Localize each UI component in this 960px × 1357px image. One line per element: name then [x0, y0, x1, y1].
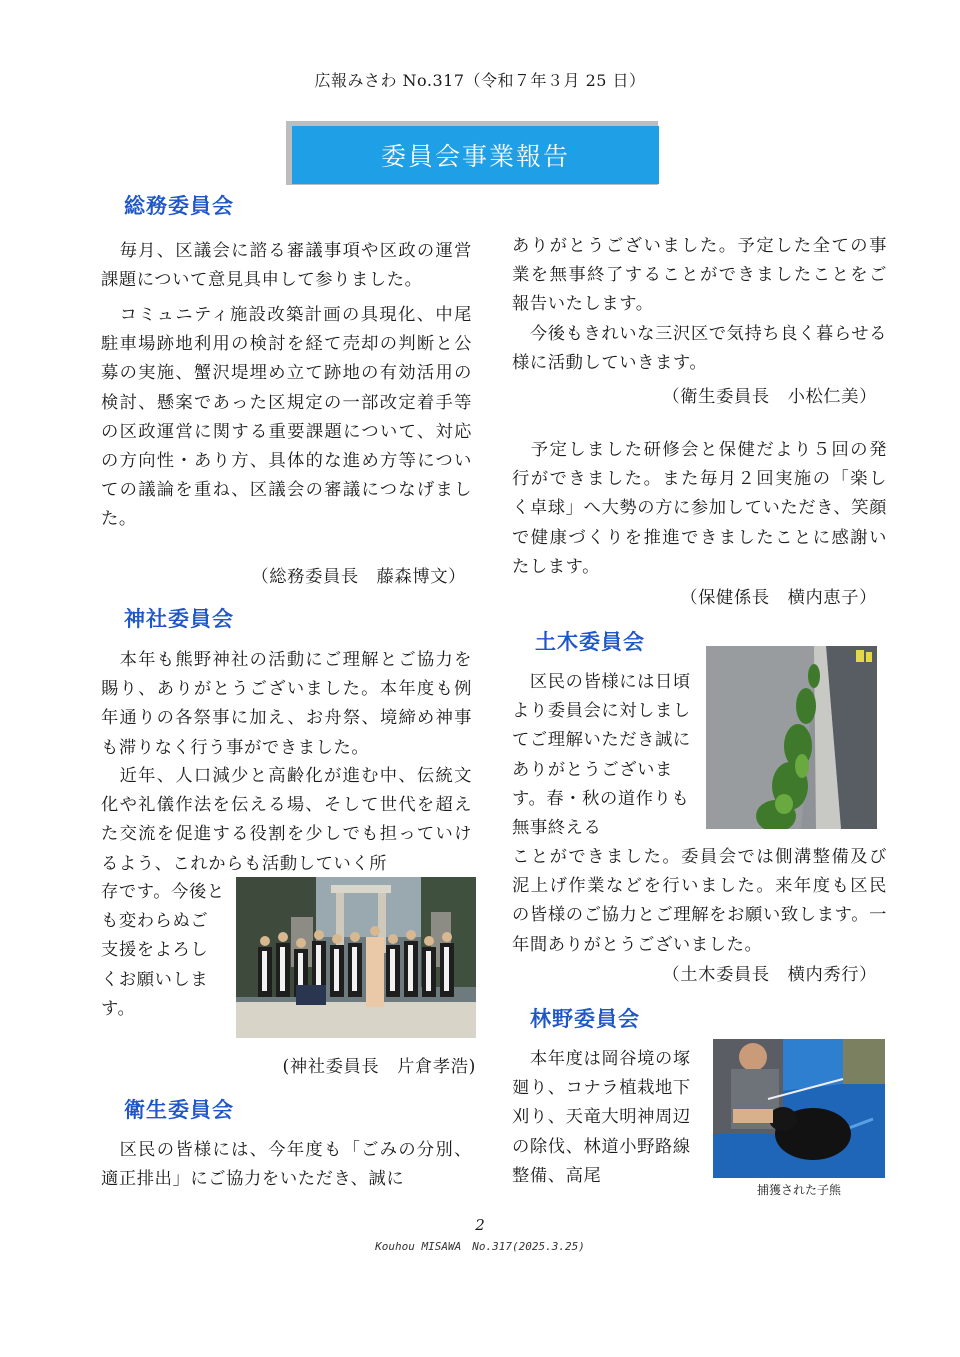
jinja-paragraph-3: 存です。今後とも変わらぬご支援をよろしくお願いします。: [101, 882, 225, 1019]
ditch-photo-image: [706, 646, 877, 829]
bear-cub-photo: [713, 1039, 885, 1178]
heading-rinya: 林野委員会: [530, 1007, 640, 1031]
jinja-signature: (神社委員長 片倉孝浩): [282, 1057, 476, 1077]
bear-photo-image: [713, 1039, 885, 1178]
eisei-paragraph-2: ありがとうございました。予定した全ての事業を無事終了することができましたことをご報告いたします。: [512, 236, 887, 315]
rinya-paragraph-1: 本年度は岡谷境の塚廻り、コナラ植栽地下刈り、天竜大明神周辺の除伐、林道小野路線整備、高尾: [512, 1049, 691, 1186]
shrine-group-photo: [236, 877, 476, 1038]
doboku-signature: （土木委員長 横内秀行）: [662, 965, 877, 985]
soumu-paragraph-1: 毎月、区議会に諮る審議事項や区政の運営課題について意見具申して参りました。: [101, 241, 472, 291]
heading-doboku: 土木委員会: [535, 630, 645, 654]
heading-jinja: 神社委員会: [124, 607, 234, 631]
jinja-paragraph-1: 本年も熊野神社の活動にご理解とご協力を賜り、ありがとうございました。本年度も例年通りの各祭事に加え、お舟祭、境締め神事も滞りなく行う事ができました。: [101, 650, 472, 758]
eisei-paragraph-1: 区民の皆様には、今年度も「ごみの分別、適正排出」にご協力をいただき、誠に: [101, 1140, 472, 1190]
eisei-paragraph-3: 今後もきれいな三沢区で気持ち良く暮らせる様に活動していきます。: [512, 324, 887, 374]
ditch-work-photo: [706, 646, 877, 829]
doboku-paragraph-1: 区民の皆様には日頃より委員会に対しましてご理解いただき誠にありがとうございます。春・秋の道作りも無事終える: [512, 672, 691, 839]
jinja-paragraph-2: 近年、人口減少と高齢化が進む中、伝統文化や礼儀作法を伝える場、そして世代を超えた交流を促進する役割を少しでも担っていけるよう、これからも活動していく所: [101, 766, 472, 874]
doboku-paragraph-2: ことができました。委員会では側溝整備及び泥上げ作業などを行いました。来年度も区民の皆様のご協力とご理解をお願い致します。一年間ありがとうございました。: [512, 847, 887, 955]
heading-soumu: 総務委員会: [124, 194, 234, 218]
heading-eisei: 衛生委員会: [124, 1098, 234, 1122]
eisei-signature: （衛生委員長 小松仁美）: [662, 387, 877, 407]
footer-line: Kouhou MISAWA No.317(2025.3.25): [375, 1240, 585, 1253]
hoken-signature: （保健係長 横内恵子）: [680, 588, 877, 608]
soumu-paragraph-2: コミュニティ施設改築計画の具現化、中尾駐車場跡地利用の検討を経て売却の判断と公募の実施、蟹沢堤埋め立て跡地の有効活用の検討、懸案であった区規定の一部改定着手等の区政運営に関する重要課題について、対応の方向性・あり方、具体的な進め方等についての議論を重ね、区議会の審議につなげました。: [101, 305, 472, 530]
issue-header: 広報みさわ No.317（令和７年３月 25 日）: [314, 71, 646, 90]
soumu-signature: （総務委員長 藤森博文）: [251, 567, 466, 587]
bear-photo-caption: 捕獲された子熊: [756, 1183, 841, 1197]
hoken-paragraph: 予定しました研修会と保健だより５回の発行ができました。また毎月２回実施の「楽しく卓球」へ大勢の方に参加していただき、笑顔で健康づくりを推進できましたことに感謝いたします。: [512, 440, 887, 577]
section-banner: 委員会事業報告: [292, 126, 659, 184]
page-number: 2: [475, 1216, 485, 1234]
shrine-photo-image: [236, 877, 476, 1038]
